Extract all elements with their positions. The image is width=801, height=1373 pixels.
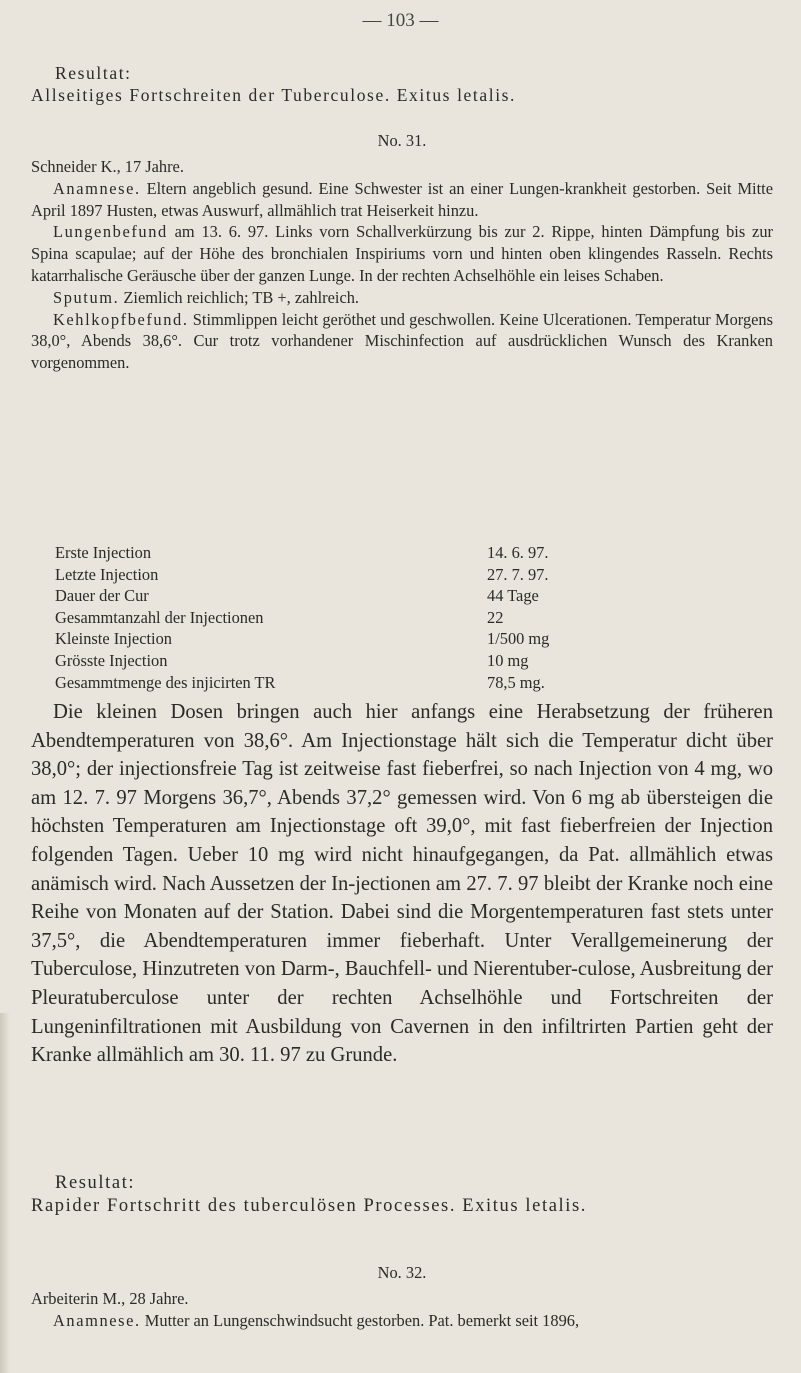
previous-result-text: Allseitiges Fortschreiten der Tuberculose. Exitus letalis. <box>31 85 517 105</box>
page-number: — 103 — <box>362 10 439 31</box>
table-row <box>55 650 657 672</box>
lungenbefund-label: Lungenbefund <box>53 222 168 242</box>
case-31-kehlkopf <box>31 309 773 374</box>
table-row <box>55 542 657 564</box>
lungenbefund-text: am 13. 6. 97. Links vorn Schallverkürzung bis zur 2. Rippe, hinten Dämpfung bis zur Spina scapulae; auf der Höhe des bronchialen Inspiriums vorn und hinten oben klingendes Rasseln. Rechts katarrhalische Geräusche über der ganzen Lunge. In der rechten Achselhöhle ein leises Schaben. <box>31 222 773 285</box>
summary-value: 78,5 mg. <box>487 672 545 692</box>
case-31-number: No. 31. <box>377 131 427 150</box>
case-31-course <box>31 698 773 1070</box>
course-paragraph: Die kleinen Dosen bringen auch hier anfangs eine Herabsetzung der früheren Abendtemperaturen von 38,6°. Am Injectionstage hält sich die Temperatur dicht über 38,0°; der injectionsfreie Tag ist zeitweise fast fieberfrei, so nach Injection von 4 mg, wo am 12. 7. 97 Morgens 36,7°, Abends 37,2° gemessen wird. Von 6 mg ab übersteigen die höchsten Temperaturen am Injectionstage oft 39,0°, mit fast fieberfreien der Injection folgenden Tagen. Ueber 10 mg wird nicht hinaufgegangen, da Pat. allmählich etwas anämisch wird. Nach Aussetzen der In-jectionen am 27. 7. 97 bleibt der Kranke noch eine Reihe von Monaten auf der Station. Dabei sind die Morgentemperaturen fast stets unter 37,5°, die Abendtemperaturen immer fieberhaft. Unter Verallgemeinerung der Tuberculose, Hinzutreten von Darm-, Bauchfell- und Nierentuber-culose, Ausbreitung der Pleuratuberculose unter der rechten Achselhöhle und Fortschreiten der Lungeninfiltrationen mit Ausbildung von Cavernen in den infiltrirten Partien geht der Kranke allmählich am 30. 11. 97 zu Grunde. <box>31 701 773 1067</box>
case-32-anamnese <box>31 1310 773 1332</box>
case-31-result-text: Rapider Fortschritt des tuberculösen Processes. Exitus letalis. <box>31 1196 588 1216</box>
case-31-patient: Schneider K., 17 Jahre. <box>31 157 184 176</box>
summary-label: Kleinste Injection <box>55 629 172 649</box>
summary-label: Erste Injection <box>55 543 152 562</box>
page-edge-shadow <box>0 1013 10 1373</box>
summary-value: 22 <box>487 607 504 627</box>
summary-label: Letzte Injection <box>55 564 159 584</box>
case-31-result <box>31 1172 773 1218</box>
case-31-anamnese <box>31 178 773 222</box>
summary-label: Gesammtanzahl der Injectionen <box>55 607 264 627</box>
table-row <box>55 564 657 586</box>
summary-label: Gesammtmenge des injicirten TR <box>55 672 276 692</box>
table-row <box>55 607 657 629</box>
previous-result <box>31 62 773 106</box>
anamnese-text: Eltern angeblich gesund. Eine Schwester ist an einer Lungen-krankheit gestorben. Seit Mitte April 1897 Husten, etwas Auswurf, allmählich trat Heiserkeit hinzu. <box>31 178 773 220</box>
anamnese-label: Anamnese. <box>53 178 141 198</box>
anamnese-label: Anamnese. <box>53 1310 141 1330</box>
case-32-patient: Arbeiterin M., 28 Jahre. <box>31 1289 189 1308</box>
kehlkopf-text: Stimmlippen leicht geröthet und geschwollen. Keine Ulcerationen. Temperatur Morgens 38,0°, Abends 38,6°. Cur trotz vorhandener Mischinfection auf ausdrücklichen Wunsch des Kranken vorgenommen. <box>31 309 773 373</box>
kehlkopf-label: Kehlkopfbefund. <box>53 309 189 329</box>
sputum-label: Sputum. <box>53 287 120 307</box>
summary-value: 10 mg <box>487 650 529 670</box>
previous-result-label: Resultat: <box>55 63 132 83</box>
anamnese-text: Mutter an Lungenschwindsucht gestorben. Pat. bemerkt seit 1896, <box>144 1310 580 1330</box>
case-32-number: No. 32. <box>377 1263 427 1282</box>
summary-label: Dauer der Cur <box>55 586 149 606</box>
case-31-result-label: Resultat: <box>55 1173 136 1193</box>
sputum-text: Ziemlich reichlich; TB +, zahlreich. <box>123 287 360 307</box>
table-row <box>55 672 657 694</box>
case-31-lungenbefund <box>31 221 773 286</box>
table-row <box>55 628 657 650</box>
table-row <box>55 585 657 607</box>
case-31-text <box>31 156 773 374</box>
summary-value: 44 Tage <box>487 586 539 606</box>
injection-summary-table <box>55 542 657 693</box>
case-31-sputum <box>31 287 773 309</box>
summary-value: 27. 7. 97. <box>487 564 549 584</box>
summary-label: Grösste Injection <box>55 650 168 670</box>
summary-value: 14. 6. 97. <box>487 543 549 562</box>
case-32-text <box>31 1288 773 1332</box>
summary-value: 1/500 mg <box>487 629 550 649</box>
